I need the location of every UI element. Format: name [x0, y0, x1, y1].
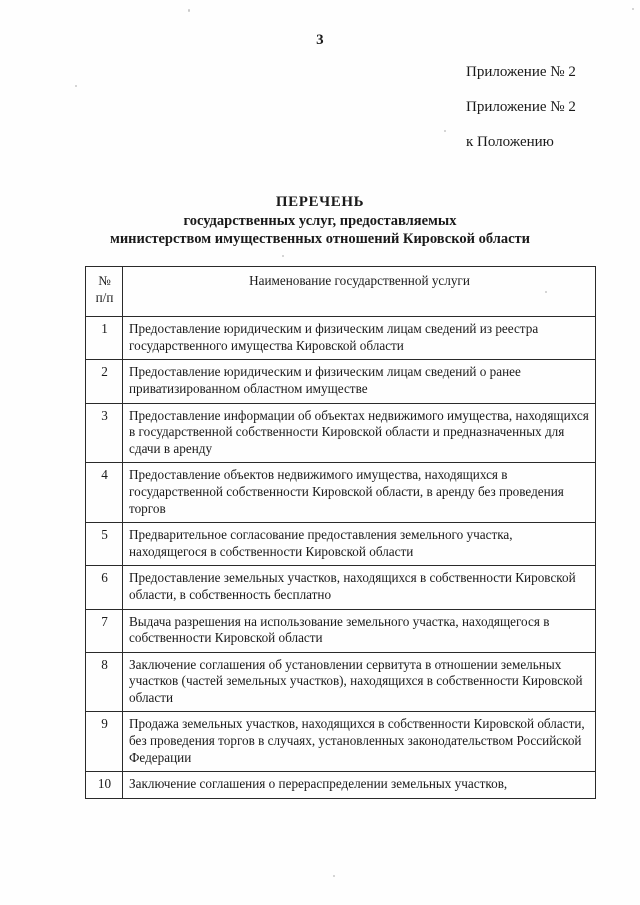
appendix-line-2: Приложение № 2 — [466, 99, 576, 115]
table-row — [86, 652, 596, 712]
page-subtitle-line-1: государственных услуг, предоставляемых — [183, 213, 457, 229]
page-title: ПЕРЕЧЕНЬ — [275, 194, 365, 210]
column-header-number-line2: п/п — [95, 289, 114, 305]
cell-service-name: Предоставление информации об объектах недвижимого имущества, находящихся в государственной собственности Кировской области и предназначенных для сдачи в аренду — [123, 403, 596, 463]
table-row — [86, 712, 596, 772]
cell-service-name: Заключение соглашения об установлении сервитута в отношении земельных участков (частей земельных участков), находящихся в собственности Кировской области — [123, 652, 596, 712]
cell-service-name: Предоставление земельных участков, находящихся в собственности Кировской области, в собственность бесплатно — [123, 566, 596, 609]
column-header-service-name: Наименование государственной услуги — [123, 267, 596, 317]
scan-speck — [282, 255, 284, 257]
cell-row-number: 4 — [86, 463, 123, 523]
table-header-row — [86, 267, 596, 317]
table-body — [86, 317, 596, 799]
page-subtitle-line-2: министерством имущественных отношений Кировской области — [109, 231, 531, 247]
page-number: 3 — [316, 32, 324, 48]
table-row — [86, 317, 596, 360]
table-row — [86, 772, 596, 799]
cell-service-name: Предоставление юридическим и физическим лицам сведений из реестра государственного имущества Кировской области — [123, 317, 596, 360]
cell-row-number: 1 — [86, 317, 123, 360]
cell-row-number: 8 — [86, 652, 123, 712]
column-header-number — [86, 267, 123, 317]
table-row — [86, 360, 596, 403]
scan-speck — [632, 8, 634, 10]
cell-service-name: Заключение соглашения о перераспределении земельных участков, — [123, 772, 596, 799]
scan-speck — [75, 85, 77, 87]
table-row — [86, 609, 596, 652]
appendix-block — [466, 64, 640, 169]
cell-row-number: 9 — [86, 712, 123, 772]
services-table — [85, 266, 596, 799]
cell-row-number: 2 — [86, 360, 123, 403]
cell-service-name: Предоставление юридическим и физическим лицам сведений о ранее приватизированном областном имуществе — [123, 360, 596, 403]
scan-speck — [188, 9, 190, 12]
appendix-line-1: Приложение № 2 — [466, 64, 576, 80]
table-row — [86, 403, 596, 463]
cell-service-name: Выдача разрешения на использование земельного участка, находящегося в собственности Кировской области — [123, 609, 596, 652]
table-row — [86, 463, 596, 523]
cell-service-name: Предоставление объектов недвижимого имущества, находящихся в государственной собственности Кировской области, в аренду без проведения торгов — [123, 463, 596, 523]
scan-speck — [444, 130, 446, 132]
column-header-number-line1: № — [98, 273, 111, 288]
table-row — [86, 523, 596, 566]
cell-row-number: 10 — [86, 772, 123, 799]
cell-row-number: 6 — [86, 566, 123, 609]
appendix-line-3: к Положению — [466, 134, 554, 150]
cell-row-number: 7 — [86, 609, 123, 652]
table-row — [86, 566, 596, 609]
cell-service-name: Продажа земельных участков, находящихся в собственности Кировской области, без проведения торгов в случаях, установленных законодательством Российской Федерации — [123, 712, 596, 772]
cell-service-name: Предварительное согласование предоставления земельного участка, находящегося в собственности Кировской области — [123, 523, 596, 566]
cell-row-number: 3 — [86, 403, 123, 463]
document-title — [20, 193, 620, 248]
cell-row-number: 5 — [86, 523, 123, 566]
scan-speck — [333, 875, 335, 877]
